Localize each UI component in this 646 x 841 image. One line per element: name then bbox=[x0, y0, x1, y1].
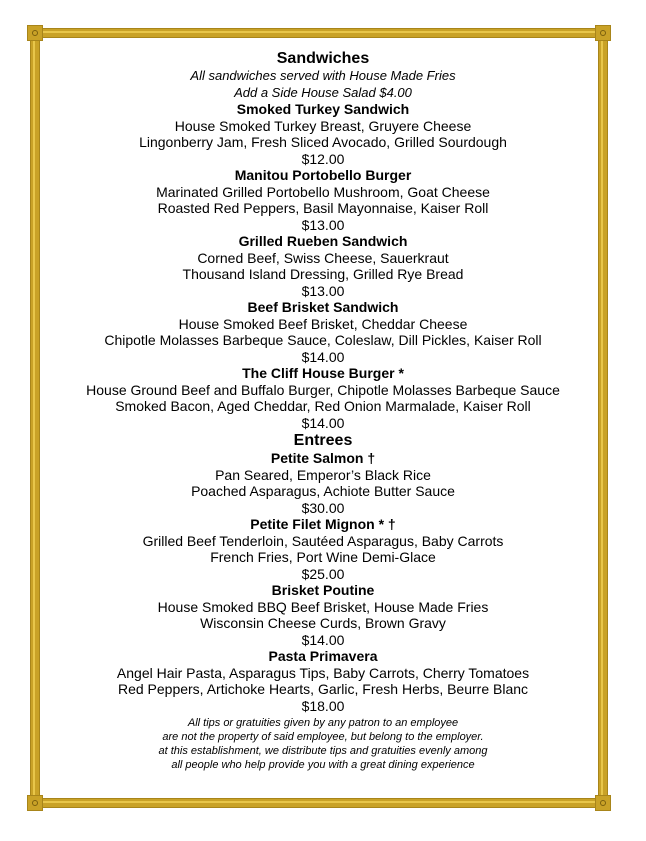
item-price: $25.00 bbox=[301, 565, 345, 582]
section-note: All sandwiches served with House Made Fries bbox=[190, 68, 456, 83]
item-price: $18.00 bbox=[301, 697, 345, 714]
item-price: $14.00 bbox=[301, 631, 345, 648]
item-price: $14.00 bbox=[301, 414, 345, 431]
item-description: Pan Seared, Emperor’s Black Rice bbox=[215, 466, 431, 483]
menu-item bbox=[50, 167, 596, 233]
item-price: $30.00 bbox=[301, 499, 345, 516]
item-description: Chipotle Molasses Barbeque Sauce, Coleslaw, Dill Pickles, Kaiser Roll bbox=[104, 332, 542, 348]
item-price: $12.00 bbox=[301, 150, 345, 167]
item-name: Petite Filet Mignon * † bbox=[250, 516, 396, 532]
item-name: Smoked Turkey Sandwich bbox=[236, 101, 410, 117]
menu-item bbox=[50, 299, 596, 365]
item-price: $14.00 bbox=[301, 348, 345, 365]
gratuity-disclaimer bbox=[50, 716, 596, 772]
menu-item bbox=[50, 648, 596, 714]
item-description: Smoked Bacon, Aged Cheddar, Red Onion Marmalade, Kaiser Roll bbox=[115, 398, 531, 414]
item-price: $13.00 bbox=[301, 216, 345, 233]
entrees-section bbox=[50, 431, 596, 714]
menu-item bbox=[50, 233, 596, 299]
item-description: House Smoked Beef Brisket, Cheddar Cheese bbox=[178, 315, 468, 332]
menu-item bbox=[50, 450, 596, 516]
frame-top-border bbox=[30, 28, 606, 38]
item-name: The Cliff House Burger * bbox=[242, 365, 404, 381]
item-description: Thousand Island Dressing, Grilled Rye Bread bbox=[182, 266, 464, 282]
item-name: Pasta Primavera bbox=[268, 648, 378, 664]
item-description: House Smoked BBQ Beef Brisket, House Made Fries bbox=[157, 598, 489, 615]
item-name: Brisket Poutine bbox=[271, 582, 375, 598]
menu-item bbox=[50, 365, 596, 431]
menu-item bbox=[50, 582, 596, 648]
item-name: Beef Brisket Sandwich bbox=[247, 299, 399, 315]
item-name: Manitou Portobello Burger bbox=[234, 167, 412, 183]
item-description: Roasted Red Peppers, Basil Mayonnaise, Kaiser Roll bbox=[157, 200, 489, 216]
frame-right-border bbox=[598, 28, 608, 808]
item-description: Angel Hair Pasta, Asparagus Tips, Baby Carrots, Cherry Tomatoes bbox=[116, 664, 530, 681]
item-description: French Fries, Port Wine Demi-Glace bbox=[210, 549, 436, 565]
item-description: Lingonberry Jam, Fresh Sliced Avocado, Grilled Sourdough bbox=[139, 134, 507, 150]
disclaimer-line: all people who help provide you with a great dining experience bbox=[171, 759, 475, 771]
item-description: Marinated Grilled Portobello Mushroom, Goat Cheese bbox=[156, 183, 490, 200]
item-description: House Smoked Turkey Breast, Gruyere Cheese bbox=[174, 117, 472, 134]
item-name: Grilled Rueben Sandwich bbox=[238, 233, 408, 249]
section-note: Add a Side House Salad $4.00 bbox=[234, 84, 412, 100]
item-description: Red Peppers, Artichoke Hearts, Garlic, Fresh Herbs, Beurre Blanc bbox=[117, 681, 529, 697]
section-title: Sandwiches bbox=[276, 50, 370, 67]
frame-corner-ornament bbox=[27, 795, 43, 811]
frame-corner-ornament bbox=[595, 795, 611, 811]
item-description: House Ground Beef and Buffalo Burger, Chipotle Molasses Barbeque Sauce bbox=[86, 381, 560, 398]
sandwiches-section bbox=[50, 49, 596, 431]
frame-bottom-border bbox=[30, 798, 606, 808]
frame-corner-ornament bbox=[27, 25, 43, 41]
disclaimer-line: are not the property of said employee, but belong to the employer. bbox=[162, 731, 484, 743]
disclaimer-line: at this establishment, we distribute tips and gratuities evenly among bbox=[158, 745, 488, 757]
section-title: Entrees bbox=[293, 432, 353, 449]
menu-item bbox=[50, 101, 596, 167]
menu-item bbox=[50, 516, 596, 582]
item-description: Poached Asparagus, Achiote Butter Sauce bbox=[191, 483, 455, 499]
menu-page bbox=[50, 49, 596, 772]
item-description: Wisconsin Cheese Curds, Brown Gravy bbox=[200, 615, 446, 631]
disclaimer-line: All tips or gratuities given by any patron to an employee bbox=[187, 717, 459, 729]
item-description: Corned Beef, Swiss Cheese, Sauerkraut bbox=[197, 249, 449, 266]
frame-corner-ornament bbox=[595, 25, 611, 41]
item-description: Grilled Beef Tenderloin, Sautéed Asparagus, Baby Carrots bbox=[142, 532, 504, 549]
frame-left-border bbox=[30, 28, 40, 808]
item-name: Petite Salmon † bbox=[270, 450, 376, 466]
item-price: $13.00 bbox=[301, 282, 345, 299]
